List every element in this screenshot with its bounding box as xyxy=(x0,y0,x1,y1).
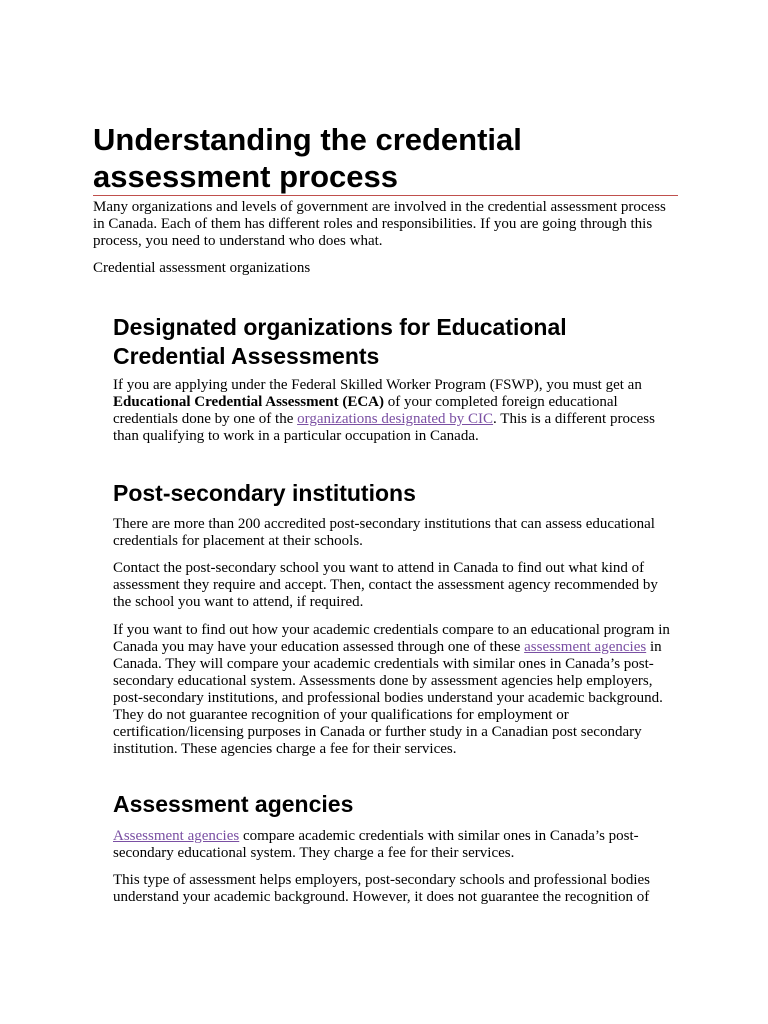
title-underline-rule xyxy=(93,195,678,196)
section-heading-post-secondary: Post-secondary institutions xyxy=(113,480,416,506)
section-heading-assessment-agencies: Assessment agencies xyxy=(113,791,354,817)
designated-organizations-paragraph xyxy=(113,377,679,445)
assessment-agencies-link[interactable]: assessment agencies xyxy=(524,639,647,655)
post-secondary-paragraph-1: There are more than 200 accredited post-secondary institutions that can assess educational credentials for placement at their schools. xyxy=(113,516,655,549)
assessment-agencies-link-2[interactable]: Assessment agencies xyxy=(113,828,240,844)
text-run: . This is a different process than qualifying to work in a particular occupation in Canada. xyxy=(113,411,655,444)
post-secondary-paragraph-2: Contact the post-secondary school you want to attend in Canada to find out what kind of assessment they require and accept. Then, contact the assessment agency recommended by the school you want to attend, if required. xyxy=(113,560,658,610)
assessment-agencies-paragraph-2: This type of assessment helps employers, post-secondary schools and professional bodies understand your academic background. However, it does not guarantee the recognition of xyxy=(113,872,650,905)
organizations-designated-link[interactable]: organizations designated by CIC xyxy=(297,411,494,427)
post-secondary-paragraph-3 xyxy=(113,622,679,758)
assessment-agencies-paragraph-1 xyxy=(113,828,679,862)
text-run: in Canada. They will compare your academic credentials with similar ones in Canada’s post-secondary educational system. Assessments done by assessment agencies help employers, post-secondary institutions, and professional bodies understand your academic background. They do not guarantee recognition of your qualifications for employment or certification/licensing purposes in Canada or further study in a Canadian post secondary institution. These agencies charge a fee for their services. xyxy=(113,639,663,757)
text-run: If you want to find out how your academic credentials compare to an educational program in Canada you may have your education assessed through one of these xyxy=(113,622,670,655)
text-run: of your completed foreign educational credentials done by one of the xyxy=(113,394,618,427)
text-run: If you are applying under the Federal Skilled Worker Program (FSWP), you must get an xyxy=(113,377,642,393)
intro-paragraph: Many organizations and levels of government are involved in the credential assessment process in Canada. Each of them has different roles and responsibilities. If you are going through this process, you need to understand who does what. xyxy=(93,199,666,249)
subtitle-text: Credential assessment organizations xyxy=(93,260,311,276)
eca-bold-text: Educational Credential Assessment (ECA) xyxy=(113,394,384,410)
page-title: Understanding the credential assessment process xyxy=(93,122,522,194)
text-run: compare academic credentials with similar ones in Canada’s post-secondary educational system. They charge a fee for their services. xyxy=(113,828,639,861)
section-heading-designated-organizations: Designated organizations for Educational Credential Assessments xyxy=(113,314,567,369)
